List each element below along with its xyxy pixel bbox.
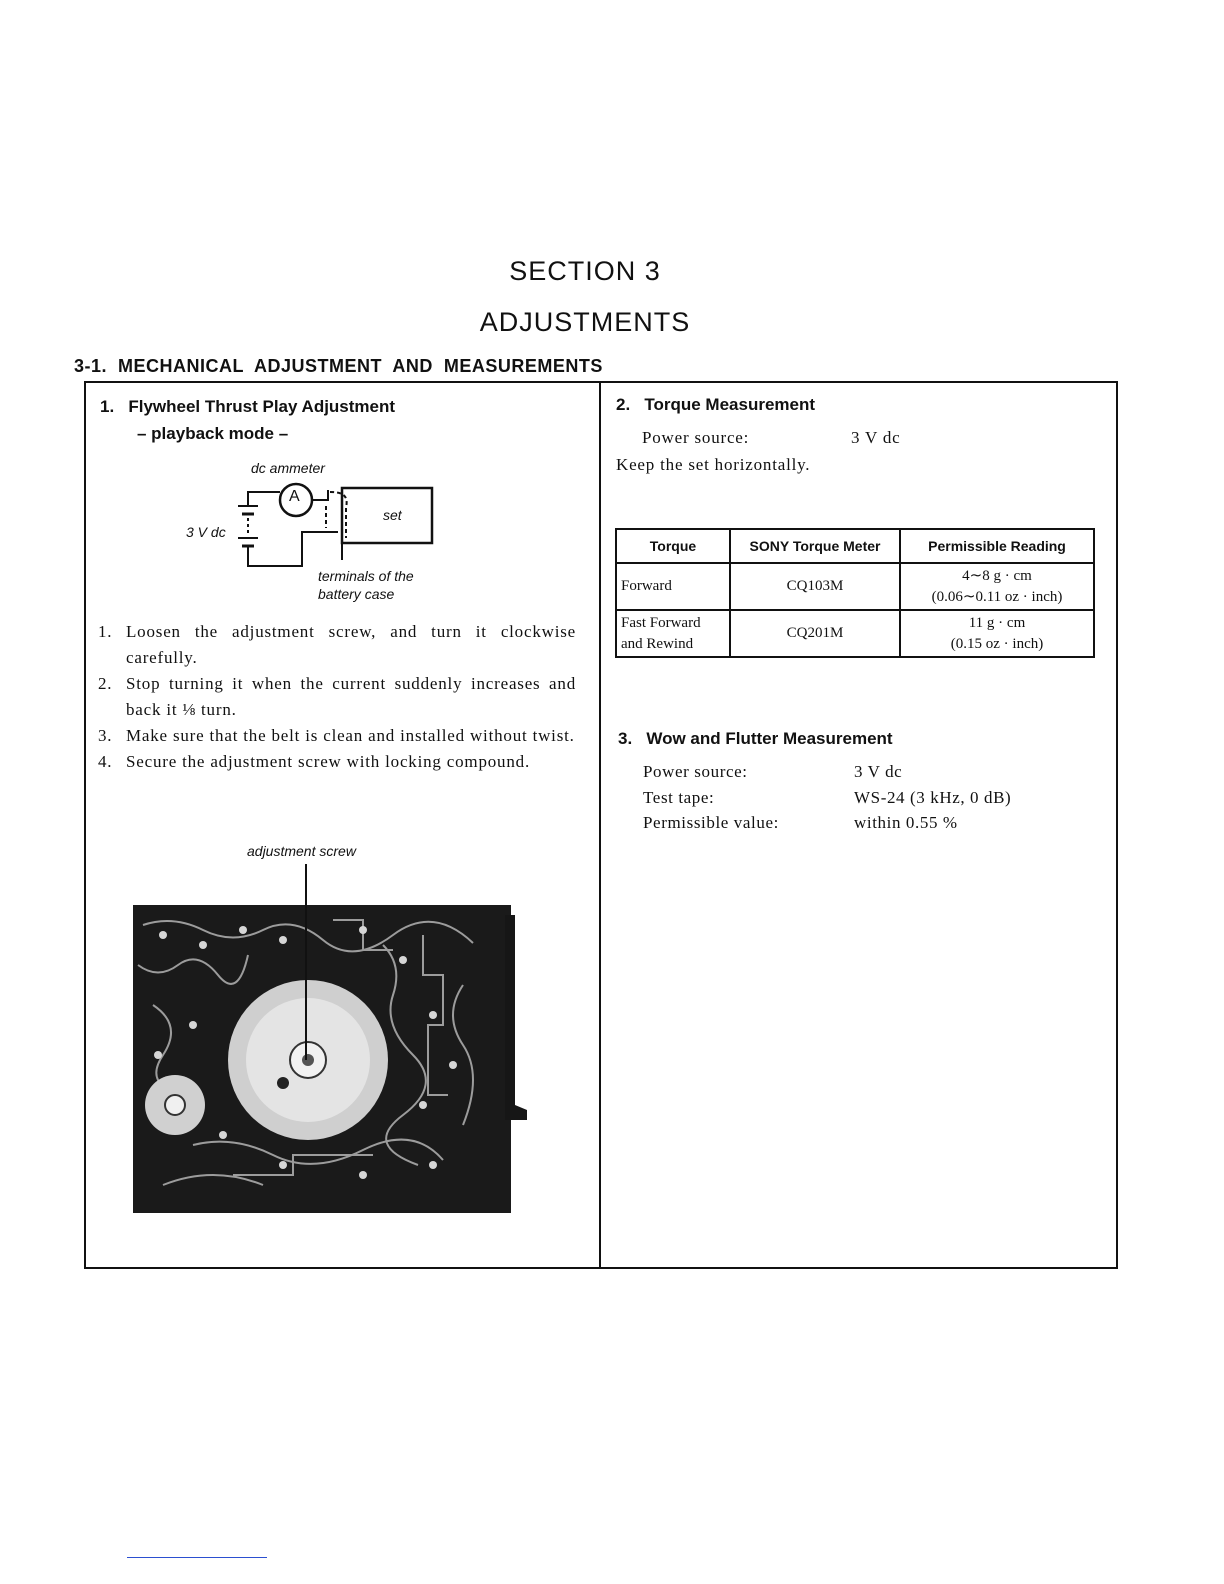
- step-text: Loosen the adjustment screw, and turn it clockwise carefully.: [126, 622, 576, 667]
- flywheel-heading: 1. Flywheel Thrust Play Adjustment: [100, 397, 396, 416]
- table-row: [616, 610, 1094, 657]
- adjustment-screw-pointer: [300, 864, 312, 1064]
- adjustment-steps: [98, 619, 576, 775]
- wow-value: 3 V dc: [854, 762, 903, 781]
- terminals-label-line1: terminals of the: [318, 568, 414, 584]
- table-header: SONY Torque Meter: [730, 529, 900, 563]
- step-text: Stop turning it when the current suddenly increases and back it ⅛ turn.: [126, 674, 576, 719]
- torque-line: Fast Forward: [621, 614, 701, 631]
- voltage-label: 3 V dc: [186, 524, 226, 540]
- reading-line: (0.15 oz · inch): [950, 635, 1044, 652]
- adjustment-screw-label: adjustment screw: [247, 843, 356, 859]
- reading-cell: [900, 610, 1094, 657]
- step-item: [98, 749, 576, 775]
- torque-power-value: 3 V dc: [851, 428, 901, 447]
- page-title: ADJUSTMENTS: [479, 307, 691, 337]
- step-number: 1.: [98, 622, 113, 641]
- step-text: Secure the adjustment screw with locking compound.: [126, 752, 530, 771]
- torque-table: [615, 528, 1095, 658]
- subsection-heading: 3-1. MECHANICAL ADJUSTMENT AND MEASUREMENTS: [74, 356, 603, 376]
- photo-side-tab: [505, 915, 529, 1125]
- set-label: set: [383, 507, 402, 523]
- wow-value: WS-24 (3 kHz, 0 dB): [854, 788, 1012, 807]
- table-header-row: [616, 529, 1094, 563]
- step-item: [98, 671, 576, 723]
- wow-flutter-heading: 3. Wow and Flutter Measurement: [618, 729, 893, 748]
- mechanism-photo: [133, 905, 511, 1213]
- step-item: [98, 619, 576, 671]
- footer-rule: [127, 1557, 267, 1558]
- reading-line: 11 g · cm: [968, 614, 1026, 631]
- reading-line: (0.06∼0.11 oz · inch): [931, 588, 1063, 605]
- mechanism-photo-drawing: [133, 905, 511, 1213]
- torque-power-label: Power source:: [642, 428, 750, 447]
- torque-heading: 2. Torque Measurement: [616, 395, 816, 414]
- wow-label: Power source:: [643, 762, 748, 781]
- wow-value: within 0.55 %: [854, 813, 958, 832]
- step-text: Make sure that the belt is clean and installed without twist.: [126, 726, 575, 745]
- step-number: 3.: [98, 726, 113, 745]
- table-header: Permissible Reading: [900, 529, 1094, 563]
- terminals-label-line2: battery case: [318, 586, 395, 602]
- flywheel-mode: – playback mode –: [137, 424, 289, 443]
- step-number: 4.: [98, 752, 113, 771]
- torque-cell: Forward: [616, 563, 730, 610]
- torque-cell: [616, 610, 730, 657]
- meter-cell: CQ201M: [730, 610, 900, 657]
- reading-line: 4∼8 g · cm: [962, 567, 1032, 584]
- table-row: [616, 563, 1094, 610]
- torque-line: and Rewind: [621, 635, 694, 652]
- reading-cell: [900, 563, 1094, 610]
- torque-note: Keep the set horizontally.: [616, 455, 811, 474]
- table-header: Torque: [616, 529, 730, 563]
- column-divider: [599, 381, 601, 1267]
- ammeter-label: dc ammeter: [251, 460, 325, 476]
- section-number: SECTION 3: [509, 256, 661, 286]
- wow-label: Test tape:: [643, 788, 715, 807]
- wow-label: Permissible value:: [643, 813, 779, 832]
- step-item: [98, 723, 576, 749]
- ammeter-symbol-label: A: [289, 488, 300, 505]
- meter-cell: CQ103M: [730, 563, 900, 610]
- step-number: 2.: [98, 674, 113, 693]
